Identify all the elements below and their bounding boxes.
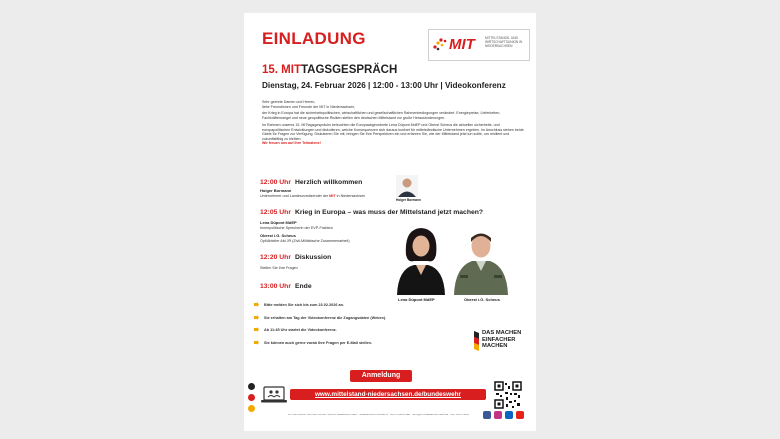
agenda-title: Ende <box>294 283 312 290</box>
linkedin-icon[interactable] <box>505 411 513 419</box>
laptop-video-icon <box>260 385 288 405</box>
salutation-2: liebe Freundinnen und Freunde der MIT in Niedersachsen, <box>262 104 356 109</box>
registration-link[interactable]: www.mittelstand-niedersachsen.de/bundeswehr <box>290 389 486 400</box>
agenda-time: 12:05 Uhr <box>260 209 291 216</box>
agenda-title: Diskussion <box>294 254 332 261</box>
speaker-1-caption: Lena Düpont MdEP <box>398 297 435 302</box>
speaker-2-photo <box>452 225 510 295</box>
letter-paragraph-1: der Krieg in Europa hat die sicherheitspolitischen, wirtschaftlichen und gesellschaftlichen Rahmenbedingungen verändert. Energiepreise, Lieferketten, Fachkräftemangel und neue geopolitische Risiken stellen den deutschen Mittelstand vor große Herausforderungen. <box>262 111 501 121</box>
slogan: DAS MACHEN EINFACHER MACHEN <box>482 330 522 350</box>
invitation-title: EINLADUNG <box>262 29 366 48</box>
agenda-time: 13:00 Uhr <box>260 283 291 290</box>
host-photo <box>396 175 418 197</box>
info-bullet: Bitte melden Sie sich bis zum 23.02.2026 an. <box>254 303 424 316</box>
footer-address: MITTELSTANDS- UND WIRTSCHAFTSUNION NIEDERSACHSEN · HINDENBURGSTRASSE 30 · 30175 HANNOVER · INFO@MIT-NIEDERSACHSEN.DE · TEL. 0511 279910 <box>288 414 469 416</box>
letter-closing: Wir freuen uns auf Ihre Teilnahme! <box>262 141 321 146</box>
speaker-2-name: Oberst i.G. Scheus <box>260 233 296 238</box>
mit-logo-subtitle: MITTELSTANDS- UND WIRTSCHAFTSUNION IN NIEDERSACHSEN <box>485 36 523 49</box>
host-role: Unternehmer und Landesvorsitzender der MIT in Niedersachsen <box>260 193 366 198</box>
speaker-2-role: Opf/Abteiler Akt JR (Zivil-Militärische Zusammenarbeit) <box>260 238 350 243</box>
qr-code-icon[interactable] <box>494 381 522 409</box>
speaker-1-role: Innenpolitische Sprecherin der EVP-Fraktion <box>260 225 333 230</box>
invitation-flyer <box>244 13 536 431</box>
info-bullet: Sie erhalten am Tag der Videokonferenz die Zugangsdaten (Webex). <box>254 316 424 329</box>
german-flag-icon <box>474 331 479 351</box>
agenda-item-end <box>260 283 312 290</box>
host-photo-caption: Holger Bormann <box>396 198 421 202</box>
agenda-title: Krieg in Europa – was muss der Mittelstand jetzt machen? <box>294 209 484 216</box>
youtube-icon[interactable] <box>516 411 524 419</box>
arrow-right-icon <box>254 315 259 320</box>
invitation-letter <box>262 100 524 148</box>
instagram-icon[interactable] <box>494 411 502 419</box>
agenda-time: 12:20 Uhr <box>260 254 291 261</box>
host-name: Holger Bormann <box>260 188 292 193</box>
event-name: TAGSGESPRÄCH <box>300 64 398 76</box>
agenda-time: 12:00 Uhr <box>260 179 291 186</box>
letter-paragraph-2: Im Rahmen unseres 15. MITtagsgesprächs beleuchten die Europaabgeordnete Lena Düpont MdEP und Oberst Scheus die aktuellen sicherheits- und europapolitischen Entwicklungen und diskutieren, welche Konsequenzen sich daraus konkret für mittelständische Unternehmen ergeben. Im Anschluss stehen beide Gäste für Fragen zur Verfügung. Diskutieren Sie mit, bringen Sie Ihre Perspektiven ein und erfahren Sie, wie der Mittelstand jetzt tun sollte, um resilient und zukunftsfähig zu bleiben. <box>262 122 524 141</box>
event-date-line: Dienstag, 24. Februar 2026 | 12:00 - 13:00 Uhr | Videokonferenz <box>262 81 506 90</box>
registration-button[interactable]: Anmeldung <box>350 370 412 382</box>
event-number: 15. MIT <box>262 64 301 76</box>
agenda-title: Herzlich willkommen <box>294 179 363 186</box>
mit-logo <box>428 29 530 61</box>
mit-logo-icon <box>432 35 450 53</box>
speaker-1-photo <box>394 223 448 295</box>
speaker-2-info <box>260 234 350 243</box>
arrow-right-icon <box>254 340 259 345</box>
mit-logo-text: MIT <box>449 36 475 53</box>
salutation-1: Sehr geehrte Damen und Herren, <box>262 100 316 104</box>
speaker-1-info <box>260 221 333 230</box>
host-info <box>260 189 365 198</box>
agenda-item-talk <box>260 209 483 216</box>
agenda-item-discussion <box>260 254 331 261</box>
discussion-note: Stellen Sie Ihre Fragen <box>260 266 298 270</box>
speaker-1-name: Lena Düpont MdEP <box>260 220 297 225</box>
info-bullet: Sie können auch gerne vorab Ihre Fragen per E-Mail stellen. <box>254 341 424 354</box>
info-bullets <box>254 303 424 353</box>
event-title <box>262 64 397 76</box>
info-bullet: Ab 11:45 Uhr startet die Videokonferenz. <box>254 328 424 341</box>
arrow-right-icon <box>254 327 259 332</box>
facebook-icon[interactable] <box>483 411 491 419</box>
arrow-right-icon <box>254 302 259 307</box>
social-icons <box>483 411 531 421</box>
speaker-2-caption: Oberst i.G. Scheus <box>464 297 500 302</box>
decorative-dots <box>248 383 258 419</box>
agenda-item-welcome <box>260 179 362 186</box>
